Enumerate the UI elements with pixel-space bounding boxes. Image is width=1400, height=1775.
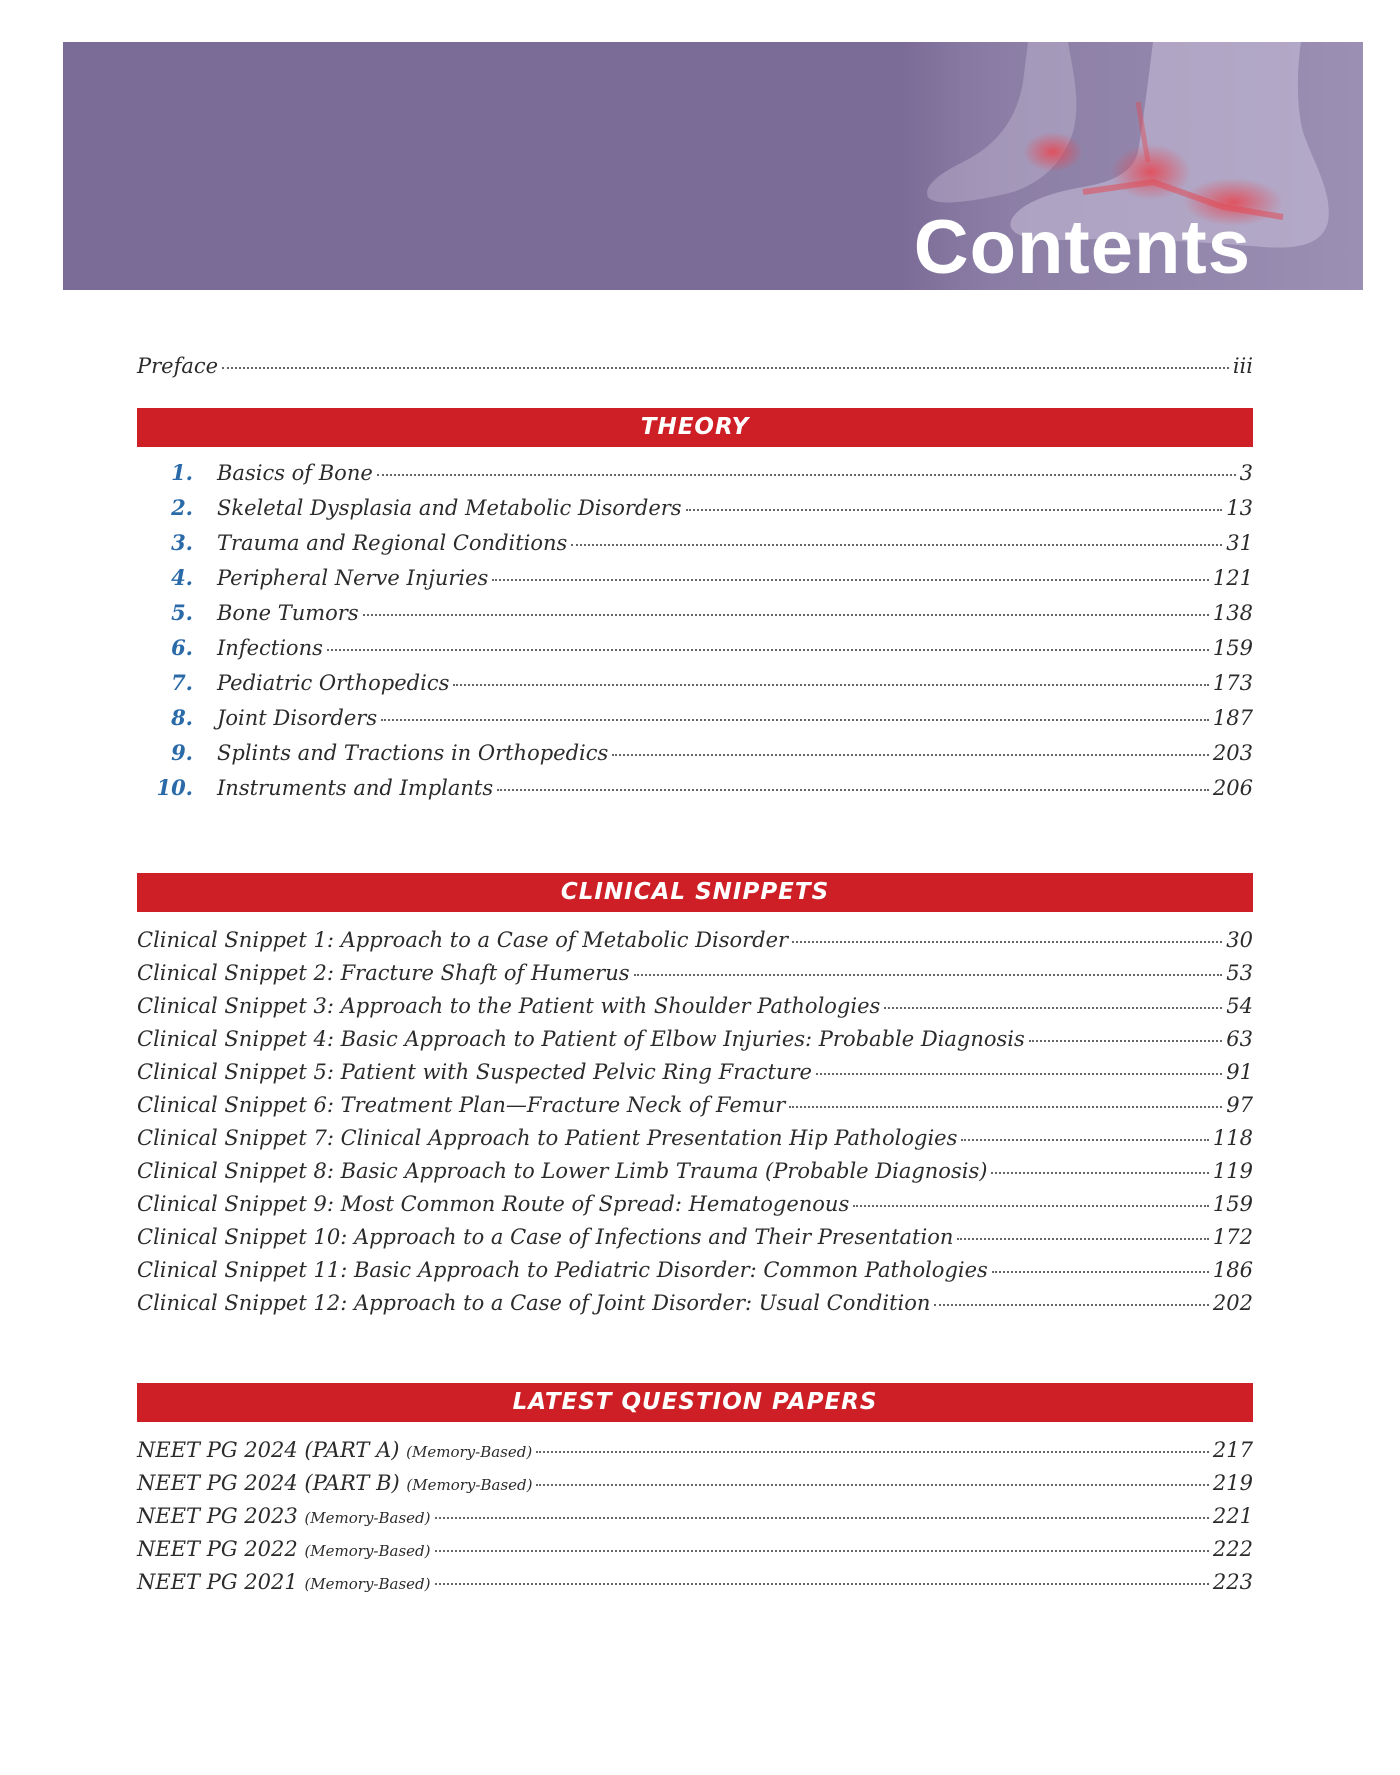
entry-title: [217, 496, 682, 520]
entry-title: [137, 994, 880, 1018]
entry-title: [217, 531, 567, 555]
entry-title-text: Clinical Snippet 3: Approach to the Patient with Shoulder Pathologies: [137, 994, 881, 1018]
snippet-entry[interactable]: [137, 1027, 1253, 1060]
entry-title: [217, 741, 608, 765]
papers-section: [137, 1383, 1253, 1422]
snippet-entry[interactable]: [137, 1159, 1253, 1192]
entry-page: 3: [1239, 461, 1253, 485]
entry-title-text: Basics of Bone: [217, 461, 373, 485]
snippet-entry[interactable]: [137, 928, 1253, 961]
entry-title: [137, 1093, 785, 1117]
dot-leader: [816, 1072, 1222, 1075]
dot-leader: [222, 366, 1229, 369]
dot-leader: [435, 1549, 1209, 1552]
entry-title-text: Clinical Snippet 2: Fracture Shaft of Humerus: [137, 961, 630, 985]
chapter-number: 9.: [171, 740, 193, 765]
entry-title-text: Instruments and Implants: [217, 776, 494, 800]
entry-title: [137, 1225, 953, 1249]
entry-title: [137, 1060, 812, 1084]
chapter-entry[interactable]: [137, 460, 1253, 495]
chapter-entry[interactable]: [137, 565, 1253, 600]
chapter-entry[interactable]: [137, 530, 1253, 565]
dot-leader: [934, 1303, 1209, 1306]
entry-page: 118: [1212, 1126, 1253, 1150]
dot-leader: [363, 613, 1209, 616]
entry-page: 159: [1212, 636, 1253, 660]
section-heading: THEORY: [137, 408, 1253, 447]
dot-leader: [571, 543, 1222, 546]
dot-leader: [884, 1006, 1222, 1009]
entry-title-text: Peripheral Nerve Injuries: [217, 566, 489, 590]
snippet-entry[interactable]: [137, 1225, 1253, 1258]
chapter-number: 10.: [156, 775, 193, 800]
entry-title: [217, 776, 493, 800]
entry-title-text: Joint Disorders: [217, 706, 378, 730]
entry-title: [137, 1291, 930, 1315]
dot-leader: [961, 1138, 1209, 1141]
dot-leader: [992, 1270, 1209, 1273]
section-heading: CLINICAL SNIPPETS: [137, 873, 1253, 912]
chapter-number: 1.: [171, 460, 193, 485]
entry-page: 222: [1212, 1537, 1253, 1561]
dot-leader: [612, 753, 1209, 756]
chapter-number: 5.: [171, 600, 193, 625]
entry-title-text: NEET PG 2023: [137, 1504, 298, 1528]
entry-title-text: NEET PG 2021: [137, 1570, 298, 1594]
entry-title-text: Trauma and Regional Conditions: [217, 531, 568, 555]
paper-entry[interactable]: [137, 1471, 1253, 1504]
entry-note: (Memory-Based): [304, 1542, 431, 1560]
entry-page: 186: [1212, 1258, 1253, 1282]
theory-list: [137, 460, 1253, 810]
clinical-section: [137, 873, 1253, 912]
entry-page: 173: [1212, 671, 1253, 695]
snippet-entry[interactable]: [137, 961, 1253, 994]
chapter-entry[interactable]: [137, 635, 1253, 670]
entry-page: 223: [1212, 1570, 1253, 1594]
dot-leader: [381, 718, 1209, 721]
clinical-list: [137, 928, 1253, 1324]
entry-page: 54: [1226, 994, 1253, 1018]
chapter-number: 2.: [171, 495, 193, 520]
entry-title: [217, 461, 373, 485]
dot-leader: [686, 508, 1223, 511]
entry-page: 97: [1226, 1093, 1253, 1117]
chapter-number: 6.: [171, 635, 193, 660]
dot-leader: [789, 1105, 1222, 1108]
snippet-entry[interactable]: [137, 1192, 1253, 1225]
entry-title-text: Bone Tumors: [217, 601, 359, 625]
dot-leader: [634, 973, 1223, 976]
page-title: Contents: [913, 205, 1251, 290]
entry-page: 119: [1212, 1159, 1253, 1183]
entry-title-text: Clinical Snippet 9: Most Common Route of Spread: Hematogenous: [137, 1192, 850, 1216]
entry-title-text: Clinical Snippet 5: Patient with Suspected Pelvic Ring Fracture: [137, 1060, 812, 1084]
entry-title-text: Skeletal Dysplasia and Metabolic Disorders: [217, 496, 682, 520]
entry-page: 138: [1212, 601, 1253, 625]
snippet-entry[interactable]: [137, 1258, 1253, 1291]
dot-leader: [497, 788, 1209, 791]
snippet-entry[interactable]: [137, 1291, 1253, 1324]
chapter-number: 7.: [171, 670, 193, 695]
entry-note: (Memory-Based): [406, 1476, 533, 1494]
dot-leader: [377, 473, 1236, 476]
paper-entry[interactable]: [137, 1537, 1253, 1570]
entry-page: 172: [1212, 1225, 1253, 1249]
entry-title-text: Clinical Snippet 11: Basic Approach to Pediatric Disorder: Common Pathologies: [137, 1258, 988, 1282]
chapter-entry[interactable]: [137, 600, 1253, 635]
entry-title: Preface: [137, 354, 219, 378]
paper-entry[interactable]: [137, 1504, 1253, 1537]
entry-title: [137, 961, 630, 985]
entry-page: 159: [1212, 1192, 1253, 1216]
chapter-entry[interactable]: [137, 495, 1253, 530]
dot-leader: [453, 683, 1209, 686]
entry-page: iii: [1232, 354, 1253, 378]
entry-title-text: Clinical Snippet 4: Basic Approach to Patient of Elbow Injuries: Probable Diagnosis: [137, 1027, 1025, 1051]
entry-page: 217: [1212, 1438, 1253, 1462]
entry-title: [137, 1159, 987, 1183]
entry-title-text: Clinical Snippet 1: Approach to a Case of Metabolic Disorder: [137, 928, 789, 952]
entry-page: 53: [1226, 961, 1253, 985]
chapter-entry[interactable]: [137, 670, 1253, 705]
dot-leader: [536, 1450, 1209, 1453]
snippet-entry[interactable]: [137, 1060, 1253, 1093]
entry-title-text: Clinical Snippet 6: Treatment Plan—Fracture Neck of Femur: [137, 1093, 786, 1117]
dot-leader: [435, 1582, 1209, 1585]
entry-page: 206: [1212, 776, 1253, 800]
entry-page: 187: [1212, 706, 1253, 730]
entry-note: (Memory-Based): [304, 1575, 431, 1593]
chapter-number: 4.: [171, 565, 193, 590]
section-heading: LATEST QUESTION PAPERS: [137, 1383, 1253, 1422]
entry-title-text: Pediatric Orthopedics: [217, 671, 450, 695]
dot-leader: [492, 578, 1209, 581]
paper-entry[interactable]: [137, 1438, 1253, 1471]
dot-leader: [957, 1237, 1209, 1240]
entry-title-text: Clinical Snippet 8: Basic Approach to Lower Limb Trauma (Probable Diagnosis): [137, 1159, 988, 1183]
dot-leader: [435, 1516, 1209, 1519]
entry-page: 63: [1226, 1027, 1253, 1051]
entry-title-text: Clinical Snippet 10: Approach to a Case of Infections and Their Presentation: [137, 1225, 954, 1249]
entry-title: [217, 601, 359, 625]
entry-title: [137, 1027, 1025, 1051]
entry-page: 30: [1226, 928, 1253, 952]
entry-title: [137, 1570, 431, 1594]
entry-title: [217, 671, 449, 695]
entry-page: 219: [1212, 1471, 1253, 1495]
chapter-number: 8.: [171, 705, 193, 730]
entry-page: 203: [1212, 741, 1253, 765]
entry-page: 91: [1226, 1060, 1253, 1084]
entry-title-text: NEET PG 2024 (PART A): [137, 1438, 400, 1462]
paper-entry[interactable]: [137, 1570, 1253, 1603]
entry-title-text: NEET PG 2022: [137, 1537, 298, 1561]
chapter-entry[interactable]: [137, 775, 1253, 810]
dot-leader: [991, 1171, 1208, 1174]
chapter-number: 3.: [171, 530, 193, 555]
entry-title-text: Clinical Snippet 7: Clinical Approach to Patient Presentation Hip Pathologies: [137, 1126, 958, 1150]
entry-page: 13: [1226, 496, 1253, 520]
dot-leader: [853, 1204, 1209, 1207]
entry-title-text: Clinical Snippet 12: Approach to a Case of Joint Disorder: Usual Condition: [137, 1291, 931, 1315]
entry-title: [217, 636, 323, 660]
entry-note: (Memory-Based): [406, 1443, 533, 1461]
chapter-entry[interactable]: [137, 705, 1253, 740]
entry-title: [137, 928, 788, 952]
entry-title: [137, 1258, 988, 1282]
entry-page: 221: [1212, 1504, 1253, 1528]
entry-title-text: Infections: [217, 636, 323, 660]
toc-line: [137, 354, 1253, 378]
entry-page: 121: [1212, 566, 1253, 590]
snippet-entry[interactable]: [137, 1093, 1253, 1126]
dot-leader: [1029, 1039, 1222, 1042]
entry-title: [137, 1192, 849, 1216]
contents-banner: [63, 42, 1363, 290]
entry-title-text: Splints and Tractions in Orthopedics: [217, 741, 609, 765]
dot-leader: [792, 940, 1222, 943]
theory-section: [137, 408, 1253, 447]
chapter-entry[interactable]: [137, 740, 1253, 775]
dot-leader: [327, 648, 1209, 651]
entry-title: [137, 1504, 431, 1528]
entry-title: [217, 706, 377, 730]
entry-title: [137, 1126, 957, 1150]
entry-title: [137, 1438, 532, 1462]
papers-list: [137, 1438, 1253, 1603]
preface-entry: [137, 354, 1253, 378]
entry-title: [217, 566, 488, 590]
dot-leader: [536, 1483, 1208, 1486]
entry-page: 202: [1212, 1291, 1253, 1315]
entry-note: (Memory-Based): [304, 1509, 431, 1527]
entry-title: [137, 1471, 532, 1495]
snippet-entry[interactable]: [137, 1126, 1253, 1159]
entry-title-text: NEET PG 2024 (PART B): [137, 1471, 400, 1495]
snippet-entry[interactable]: [137, 994, 1253, 1027]
entry-title: [137, 1537, 431, 1561]
entry-page: 31: [1226, 531, 1253, 555]
